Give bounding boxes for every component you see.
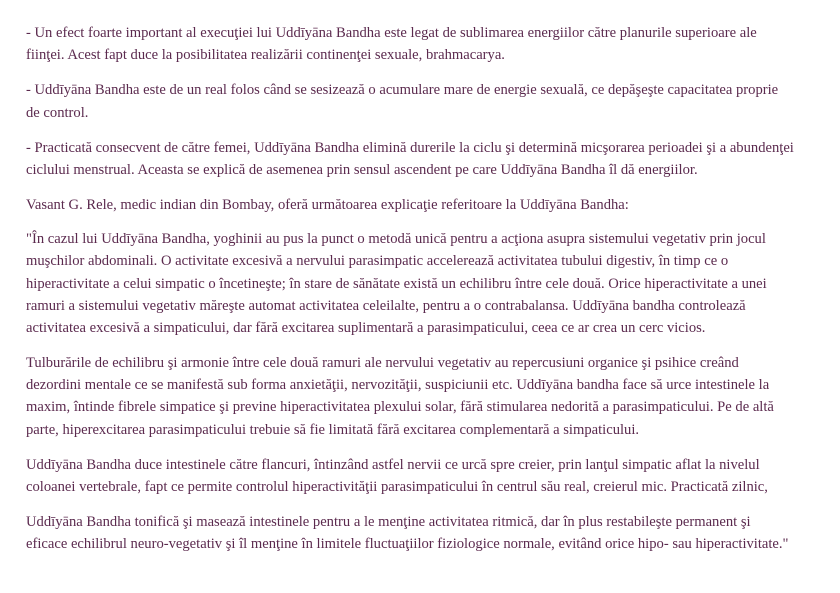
paragraph-quote-vegetative-system: "În cazul lui Uddīyāna Bandha, yoghinii au pus la punct o metodă unică pentru a acţiona asupra sistemului vegetativ prin jocul muşchilor abdominali. O activitate excesivă a nervului parasimpatic accelerează activitatea tubului digestiv, în timp ce o hiperactivitate a celui simpatic o încetineşte; în stare de sănătate există un echilibru între cele două. Orice hiperactivitate a unei ramuri a sistemului vegetativ măreşte automat activitatea celeilalte, pentru a o contrabalansa. Uddīyāna bandha controlează activitatea excesivă a simpaticului, dar fără excitarea suplimentară a parasimpaticului, ceea ce ar crea un cerc vicios. — [26, 231, 771, 336]
document-text-body — [26, 22, 798, 555]
paragraph-sexual-energy-accumulation: - Uddīyāna Bandha este de un real folos când se sesizează o acumulare mare de energie sexuală, ce depăşeşte capacitatea proprie de control. — [26, 82, 782, 121]
paragraph-menstrual-cycle: - Practicată consecvent de către femei, Uddīyāna Bandha elimină durerile la ciclu şi determină micşorarea perioadei şi a abundenţei ciclului menstrual. Aceasta se explică de asemenea prin sensul ascendent pe care Uddīyāna Bandha îl dă energiilor. — [26, 139, 798, 178]
paragraph-effect-sublimation: - Un efect foarte important al execuţiei lui Uddīyāna Bandha este legat de sublimarea energiilor către planurile superioare ale fiinţei. Acest fapt duce la posibilitatea realizării continenţei sexuale, brahmacarya. — [26, 25, 761, 64]
paragraph-quote-intestines-nerves: Uddīyāna Bandha duce intestinele către flancuri, întinzând astfel nervii ce urcă spre creier, prin lanţul simpatic aflat la nivelul coloanei vertebrale, fapt ce permite controlul hiperactivităţii parasimpaticului în centrul său real, creierul mic. Practicată zilnic, — [26, 456, 768, 495]
paragraph-rele-attribution: Vasant G. Rele, medic indian din Bombay, oferă următoarea explicaţie referitoare la Uddīyāna Bandha: — [26, 197, 629, 214]
paragraph-quote-disorders: Tulburările de echilibru şi armonie între cele două ramuri ale nervului vegetativ au repercusiuni organice şi psihice creând dezordini mentale ce se manifestă sub forma anxietăţii, nervozităţii, suspiciunii etc. Uddīyāna bandha face să urce intestinele la maxim, întinde fibrele simpatice şi previne hiperactivitatea plexului solar, fără stimularea nedorită a parasimpaticului. Pe de altă parte, hiperexcitarea parasimpaticului trebuie să fie limitată fără excitarea complementară a simpaticului. — [26, 355, 778, 438]
paragraph-quote-conclusion: Uddīyāna Bandha tonifică şi masează intestinele pentru a le menţine activitatea ritmică, dar în plus restabileşte permanent şi eficace echilibrul neuro-vegetativ şi îl menţine în limitele fluctuaţiilor fiziologice normale, evitând orice hipo- sau hiperactivitate." — [26, 514, 789, 553]
